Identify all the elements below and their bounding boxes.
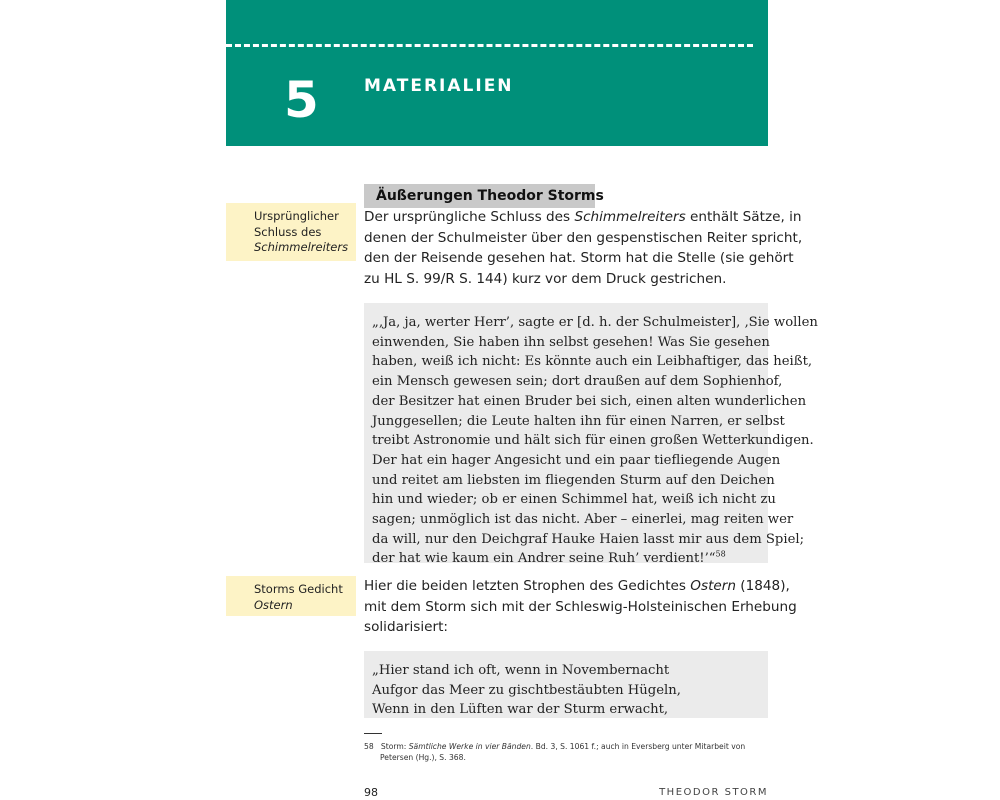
quote-line: treibt Astronomie und hält sich für einen großen Wetterkundigen. xyxy=(372,433,814,449)
margin-note-line: Schimmelreiters xyxy=(254,240,349,254)
paragraph-original-ending xyxy=(364,207,803,289)
poem-line: „Hier stand ich oft, wenn in Novembernacht xyxy=(372,663,670,678)
page-number: 98 xyxy=(364,786,378,799)
footnote xyxy=(364,741,768,763)
text-span: Hier die beiden letzten Strophen des Gedichtes xyxy=(364,578,691,594)
poem-line: Aufgor das Meer zu gischtbestäubten Hügeln, xyxy=(372,682,681,698)
quote-line: der Besitzer hat einen Bruder bei sich, einen alten wunderlichen xyxy=(372,393,807,409)
paragraph-line: solidarisiert: xyxy=(364,619,448,635)
poem-line: Wenn in den Lüften war der Sturm erwacht, xyxy=(372,702,669,718)
quote-poem xyxy=(364,651,768,718)
poem-title: Ostern xyxy=(690,578,736,594)
quote-line: und reitet am liebsten im fliegenden Sturm auf den Deichen xyxy=(372,472,775,488)
quote-line: haben, weiß ich nicht: Es könnte auch ein Leibhaftiger, das heißt, xyxy=(372,354,813,370)
margin-note-original-ending xyxy=(226,203,356,261)
footnote-line xyxy=(364,741,768,752)
paragraph-line xyxy=(364,207,802,228)
quote-line: „‚Ja, ja, werter Herr’, sagte er [d. h. der Schulmeister], ‚Sie wollen xyxy=(372,315,818,330)
text-span: Der ursprüngliche Schluss des xyxy=(364,209,575,225)
quote-line: da will, nur den Deichgraf Hauke Haien lasst mir aus dem Spiel; xyxy=(372,531,805,547)
text-span: (1848), xyxy=(735,578,790,594)
chapter-number: 5 xyxy=(284,71,319,129)
footnote-number: 58 xyxy=(364,742,374,751)
quote-line: Der hat ein hager Angesicht und ein paar tiefliegende Augen xyxy=(372,452,781,468)
margin-note-line: Schluss des xyxy=(254,224,322,239)
chapter-title: MATERIALIEN xyxy=(364,76,514,96)
footnote-ref: 58 xyxy=(715,550,726,560)
paragraph-poem-intro xyxy=(364,576,797,638)
work-title: Sämtliche Werke in vier Bänden xyxy=(408,742,531,751)
footnote-divider xyxy=(364,733,382,734)
book-title: Schimmelreiters xyxy=(574,209,686,225)
paragraph-line: den der Reisende gesehen hat. Storm hat die Stelle (sie gehört xyxy=(364,250,794,266)
margin-note-line: Storms Gedicht xyxy=(254,582,343,596)
text-span: der hat wie kaum ein Andrer seine Ruh’ verdient!’“ xyxy=(372,551,716,567)
quote-line: sagen; unmöglich ist das nicht. Aber – einerlei, mag reiten wer xyxy=(372,512,794,528)
dashed-divider xyxy=(226,44,753,47)
footnote-line: Petersen (Hg.), S. 368. xyxy=(380,753,466,762)
quote-line: hin und wieder; ob er einen Schimmel hat, weiß ich nicht zu xyxy=(372,492,776,508)
chapter-header-band xyxy=(226,0,768,146)
text-span: enthält Sätze, in xyxy=(685,209,802,225)
section-heading: Äußerungen Theodor Storms xyxy=(364,184,595,208)
paragraph-line: denen der Schulmeister über den gespenstischen Reiter spricht, xyxy=(364,229,803,246)
paragraph-line xyxy=(364,576,790,597)
running-title: THEODOR STORM xyxy=(659,787,768,798)
quote-line: Junggesellen; die Leute halten ihn für einen Narren, er selbst xyxy=(372,413,785,429)
quote-line xyxy=(372,549,762,569)
quote-line: ein Mensch gewesen sein; dort draußen auf dem Sophienhof, xyxy=(372,374,783,390)
margin-note-poem xyxy=(226,576,356,616)
margin-note-line: Ostern xyxy=(254,597,293,612)
quote-line: einwenden, Sie haben ihn selbst gesehen! Was Sie gesehen xyxy=(372,334,770,350)
paragraph-line: zu HL S. 99/R S. 144) kurz vor dem Druck gestrichen. xyxy=(364,270,727,287)
quote-schulmeister xyxy=(364,303,818,567)
margin-note-line: Ursprünglicher xyxy=(254,209,339,223)
text-span: Storm: xyxy=(380,742,409,751)
paragraph-line: mit dem Storm sich mit der Schleswig-Holsteinischen Erhebung xyxy=(364,598,797,615)
text-span: . Bd. 3, S. 1061 f.; auch in Eversberg unter Mitarbeit von xyxy=(530,742,746,751)
